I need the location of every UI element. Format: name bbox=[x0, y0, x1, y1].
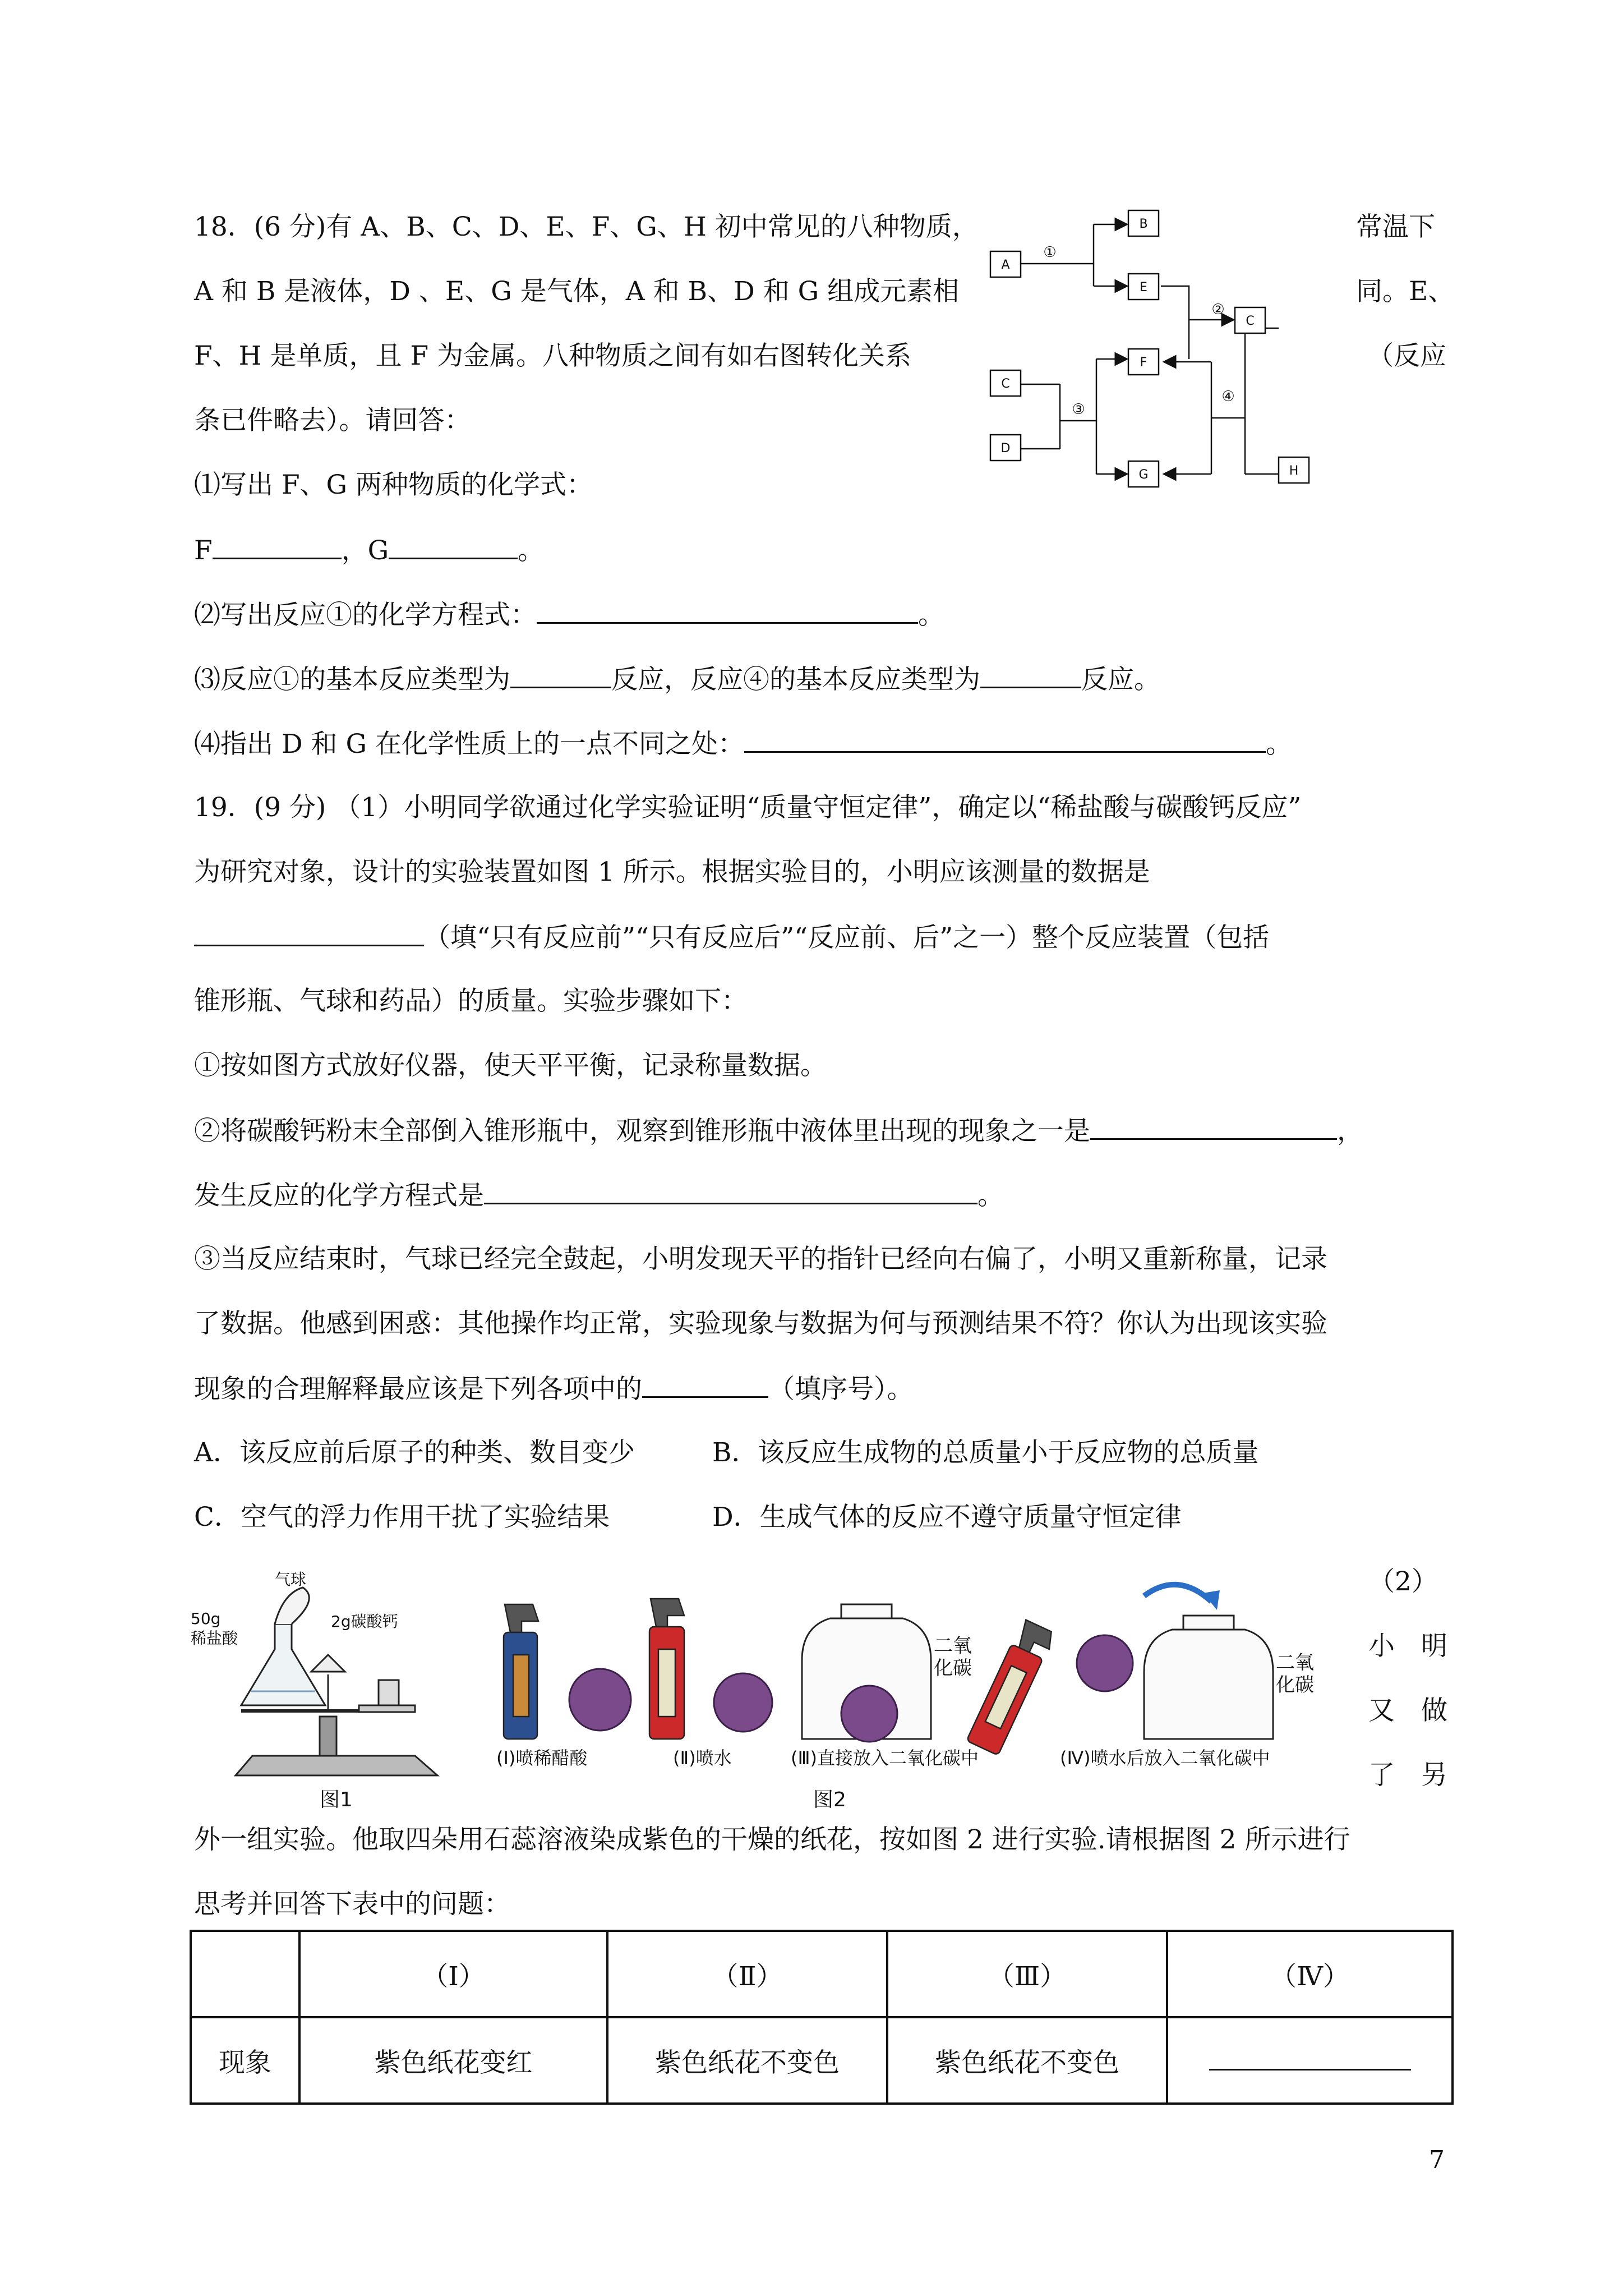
marker-2: ② bbox=[1211, 301, 1225, 318]
q19-part2-side-1: （2） bbox=[1368, 1566, 1438, 1597]
figure-1-balance bbox=[191, 1571, 460, 1818]
fig2-label-4: (Ⅳ)喷水后放入二氧化碳中 bbox=[1060, 1747, 1270, 1769]
blank-choice[interactable] bbox=[642, 1372, 768, 1398]
q19-step3a: ③当反应结束时，气球已经完全鼓起，小明发现天平的指针已经向右偏了，小明又重新称量，记录 bbox=[194, 1244, 1327, 1274]
node-c: C bbox=[1001, 377, 1010, 391]
blank-phenomenon[interactable] bbox=[1090, 1114, 1337, 1140]
q19-part2-line2: 思考并回答下表中的问题： bbox=[194, 1889, 510, 1920]
fig2-label-3: (Ⅲ)直接放入二氧化碳中 bbox=[791, 1747, 979, 1769]
fig1-caption: 图1 bbox=[320, 1788, 353, 1811]
q18-line1-right: 常温下 bbox=[1356, 211, 1435, 242]
q19-line4: 锥形瓶、气球和药品）的质量。实验步骤如下： bbox=[194, 986, 748, 1016]
fig2-label-2: (Ⅱ)喷水 bbox=[673, 1747, 732, 1769]
fig1-caco3-label: 2g碳酸钙 bbox=[331, 1612, 398, 1631]
q19-step2b: 发生反应的化学方程式是 。 bbox=[194, 1178, 1004, 1213]
q18-line3-right: （反应 bbox=[1367, 341, 1446, 371]
page-number: 7 bbox=[1429, 2146, 1445, 2174]
q19-part2-side-3: 又 做 bbox=[1368, 1695, 1447, 1726]
node-g: G bbox=[1138, 468, 1149, 482]
q18-line2-right: 同。E、 bbox=[1356, 276, 1455, 307]
table-header-row bbox=[191, 1931, 1453, 2017]
fig2-caption: 图2 bbox=[813, 1788, 846, 1811]
node-b: B bbox=[1139, 217, 1148, 231]
blank-f[interactable] bbox=[213, 533, 342, 559]
node-e: E bbox=[1140, 280, 1147, 295]
table-row-label: 现象 bbox=[191, 2017, 299, 2104]
marker-3: ③ bbox=[1072, 401, 1085, 418]
figure-2-litmus-flowers bbox=[488, 1571, 1340, 1818]
flower-icon-2 bbox=[714, 1673, 772, 1732]
table-cell: 紫色纸花不变色 bbox=[607, 2017, 887, 2104]
q19-part2-side-2: 小 明 bbox=[1368, 1631, 1447, 1662]
q19-part2-side-4: 了 另 bbox=[1368, 1760, 1447, 1791]
blank-equation-1[interactable] bbox=[537, 597, 918, 624]
flower-icon-1 bbox=[569, 1669, 631, 1731]
q19-line1: 19．(9 分) （1）小明同学欲通过化学实验证明“质量守恒定律”，确定以“稀盐酸与碳酸钙反应” bbox=[194, 792, 1302, 823]
q18-line2: A 和 B 是液体，D 、E、G 是气体，A 和 B、D 和 G 组成元素相 bbox=[194, 276, 960, 307]
q19-step3c: 现象的合理解释最应该是下列各项中的 （填序号）。 bbox=[194, 1372, 914, 1406]
fig1-acid-label: 50g bbox=[191, 1609, 221, 1628]
q19-option-a: A．该反应前后原子的种类、数目变少 bbox=[194, 1437, 635, 1468]
flower-icon-3 bbox=[841, 1686, 897, 1742]
marker-1: ① bbox=[1043, 244, 1057, 261]
table-header-cell: （Ⅳ） bbox=[1167, 1931, 1453, 2017]
table-cell-answer[interactable] bbox=[1167, 2017, 1453, 2104]
node-h: H bbox=[1289, 464, 1299, 478]
blank-phenomenon-iv[interactable] bbox=[1209, 2044, 1411, 2070]
q19-step3b: 了数据。他感到困惑：其他操作均正常，实验现象与数据为何与预测结果不符？你认为出现该实验 bbox=[194, 1308, 1327, 1339]
q19-step2: ②将碳酸钙粉末全部倒入锥形瓶中，观察到锥形瓶中液体里出现的现象之一是 ， bbox=[194, 1114, 1363, 1148]
q18-line3: F、H 是单质，且 F 为金属。八种物质之间有如右图转化关系 bbox=[194, 341, 912, 371]
blank-d-g-difference[interactable] bbox=[744, 726, 1266, 753]
node-f: F bbox=[1140, 356, 1147, 370]
q18-sub4: ⑷指出 D 和 G 在化学性质上的一点不同之处： 。 bbox=[194, 726, 1292, 761]
blank-measure[interactable] bbox=[194, 920, 424, 946]
fig2-co2-a: 二氧 bbox=[934, 1635, 972, 1657]
fig1-balloon-label: 气球 bbox=[275, 1571, 307, 1589]
blank-g[interactable] bbox=[389, 533, 518, 559]
q19-option-b: B．该反应生成物的总质量小于反应物的总质量 bbox=[712, 1437, 1259, 1468]
q18-sub2: ⑵写出反应①的化学方程式： 。 bbox=[194, 597, 944, 632]
q19-line3: （填“只有反应前”“只有反应后”“反应前、后”之一）整个反应装置（包括 bbox=[194, 920, 1269, 955]
table-cell: 紫色纸花不变色 bbox=[887, 2017, 1167, 2104]
q19-step1: ①按如图方式放好仪器，使天平平衡，记录称量数据。 bbox=[194, 1050, 827, 1081]
fig2-label-1: (Ⅰ)喷稀醋酸 bbox=[496, 1747, 588, 1769]
q18-sub1: ⑴写出 F、G 两种物质的化学式： bbox=[194, 470, 593, 500]
curved-arrow-icon bbox=[1144, 1585, 1211, 1602]
fig2-co2-d: 化碳 bbox=[1276, 1674, 1314, 1696]
table-cell: 紫色纸花变红 bbox=[299, 2017, 607, 2104]
q19-option-c: C．空气的浮力作用干扰了实验结果 bbox=[194, 1502, 610, 1533]
q18-transformation-diagram bbox=[987, 202, 1324, 505]
q18-line1: 18．(6 分)有 A、B、C、D、E、F、G、H 初中常见的八种物质， bbox=[194, 211, 979, 242]
flower-icon-4 bbox=[1077, 1635, 1133, 1691]
q19-part2-line1: 外一组实验。他取四朵用石蕊溶液染成紫色的干燥的纸花，按如图 2 进行实验.请根据图 2 所示进行 bbox=[194, 1824, 1350, 1855]
node-a: A bbox=[1001, 258, 1010, 272]
node-c-top: C bbox=[1246, 314, 1255, 328]
marker-4: ④ bbox=[1221, 388, 1235, 405]
table-header-cell: （Ⅱ） bbox=[607, 1931, 887, 2017]
fig2-co2-b: 化碳 bbox=[934, 1657, 972, 1680]
table-header-cell bbox=[191, 1931, 299, 2017]
results-table bbox=[190, 1930, 1454, 2105]
q18-sub3: ⑶反应①的基本反应类型为 反应，反应④的基本反应类型为 反应。 bbox=[194, 662, 1160, 697]
q18-sub1-answers: F ，G 。 bbox=[194, 533, 544, 568]
fig2-co2-c: 二氧 bbox=[1276, 1651, 1314, 1674]
q19-line2: 为研究对象，设计的实验装置如图 1 所示。根据实验目的，小明应该测量的数据是 bbox=[194, 857, 1150, 887]
table-header-cell: （Ⅰ） bbox=[299, 1931, 607, 2017]
blank-equation-caco3[interactable] bbox=[484, 1178, 978, 1204]
table-header-cell: （Ⅲ） bbox=[887, 1931, 1167, 2017]
table-row bbox=[191, 2017, 1453, 2104]
fig1-acid-label-2: 稀盐酸 bbox=[191, 1629, 238, 1648]
q18-line4: 条已件略去）。请回答： bbox=[194, 405, 471, 436]
q19-option-d: D．生成气体的反应不遵守质量守恒定律 bbox=[712, 1502, 1182, 1533]
blank-reaction-type-1[interactable] bbox=[510, 662, 611, 688]
blank-reaction-type-4[interactable] bbox=[980, 662, 1081, 688]
node-d: D bbox=[1000, 441, 1011, 455]
